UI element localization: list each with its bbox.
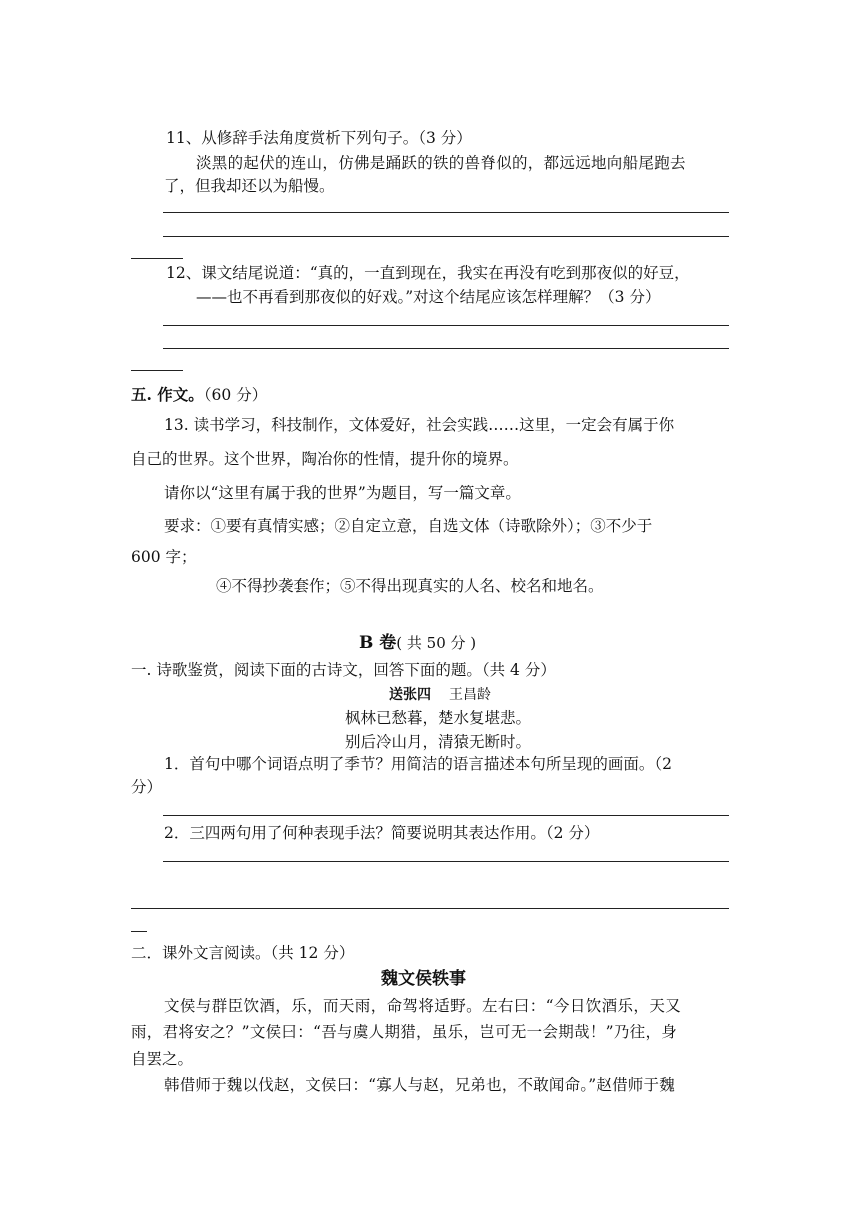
part2-heading: 二．课外文言阅读。（共 12 分） — [131, 944, 355, 962]
passage-p1-line3: 自罢之。 — [131, 1050, 194, 1068]
q11-quote-line1: 淡黑的起伏的连山，仿佛是踊跃的铁的兽脊似的，都远远地向船尾跑去 — [196, 154, 686, 172]
passage-title: 魏文侯轶事 — [381, 969, 466, 989]
poetry-q1-line1: 1．首句中哪个词语点明了季节？用简洁的语言描述本句所呈现的画面。（2 — [164, 755, 672, 773]
q13-line1: 13. 读书学习，科技制作，文体爱好，社会实践……这里，一定会有属于你 — [164, 416, 675, 434]
poetry-q1-line2: 分） — [131, 778, 163, 796]
poem-header — [389, 684, 491, 706]
q12-prompt-line2: ——也不再看到那夜似的好戏。”对这个结尾应该怎样理解？（3 分） — [196, 288, 661, 306]
poem-line2: 别后冷山月，清猿无断时。 — [345, 733, 532, 751]
passage-p1-line1: 文侯与群臣饮酒，乐，而天雨，命驾将适野。左右曰：“今日饮酒乐，天又 — [164, 997, 682, 1015]
q13-line3: 请你以“这里有属于我的世界”为题目，写一篇文章。 — [164, 484, 521, 502]
poem-title: 送张四 — [389, 687, 431, 703]
requirement-line2: 600 字； — [131, 548, 197, 566]
q12-answer-line-2[interactable] — [163, 348, 729, 349]
requirement-line1: 要求：①要有真情实感；②自定立意，自选文体（诗歌除外）；③不少于 — [164, 517, 653, 535]
q11-quote-line2: 了，但我却还以为船慢。 — [164, 177, 335, 195]
section5-score: （60 分） — [203, 386, 268, 404]
part1-heading: 一. 诗歌鉴赏，阅读下面的古诗文，回答下面的题。（共 4 分） — [131, 661, 556, 679]
q13-line2: 自己的世界。这个世界，陶冶你的性情，提升你的境界。 — [131, 450, 519, 468]
q11-prompt: 11、从修辞手法角度赏析下列句子。（3 分） — [166, 129, 472, 147]
paper-b-title-sub: ( 共 50 分 ) — [396, 634, 477, 652]
passage-p2-line1: 韩借师于魏以伐赵，文侯曰：“寡人与赵，兄弟也，不敢闻命。”赵借师于魏 — [164, 1076, 675, 1094]
poetry-q2-answer-line-1[interactable] — [163, 861, 729, 862]
paper-b-title-main: B 卷 — [359, 633, 397, 653]
poetry-q2: 2．三四两句用了何种表现手法？简要说明其表达作用。（2 分） — [164, 824, 600, 842]
requirement-line3: ④不得抄袭套作；⑤不得出现真实的人名、校名和地名。 — [216, 577, 604, 595]
poetry-q2-answer-line-2[interactable] — [131, 908, 729, 909]
section5-heading-text: 五. 作文。 — [131, 385, 204, 404]
passage-p1-line2: 雨，君将安之？”文侯曰：“吾与虞人期猎，虽乐，岂可无一会期哉！”乃往，身 — [131, 1023, 678, 1041]
q12-answer-line-1[interactable] — [163, 325, 729, 326]
paper-b-title — [359, 632, 476, 654]
section5-heading — [131, 384, 267, 406]
q12-answer-line-3[interactable] — [131, 370, 183, 371]
q12-prompt-line1: 12、课文结尾说道：“真的，一直到现在，我实在再没有吃到那夜似的好豆， — [166, 264, 690, 282]
q11-answer-line-1[interactable] — [163, 212, 729, 213]
poem-author: 王昌龄 — [449, 687, 491, 703]
poetry-q1-answer-line[interactable] — [163, 815, 729, 816]
q11-answer-line-2[interactable] — [163, 236, 729, 237]
poetry-q2-answer-line-3[interactable] — [131, 931, 147, 932]
poem-line1: 枫林已愁暮，楚水复堪悲。 — [345, 709, 532, 727]
q11-answer-line-3[interactable] — [131, 258, 183, 259]
